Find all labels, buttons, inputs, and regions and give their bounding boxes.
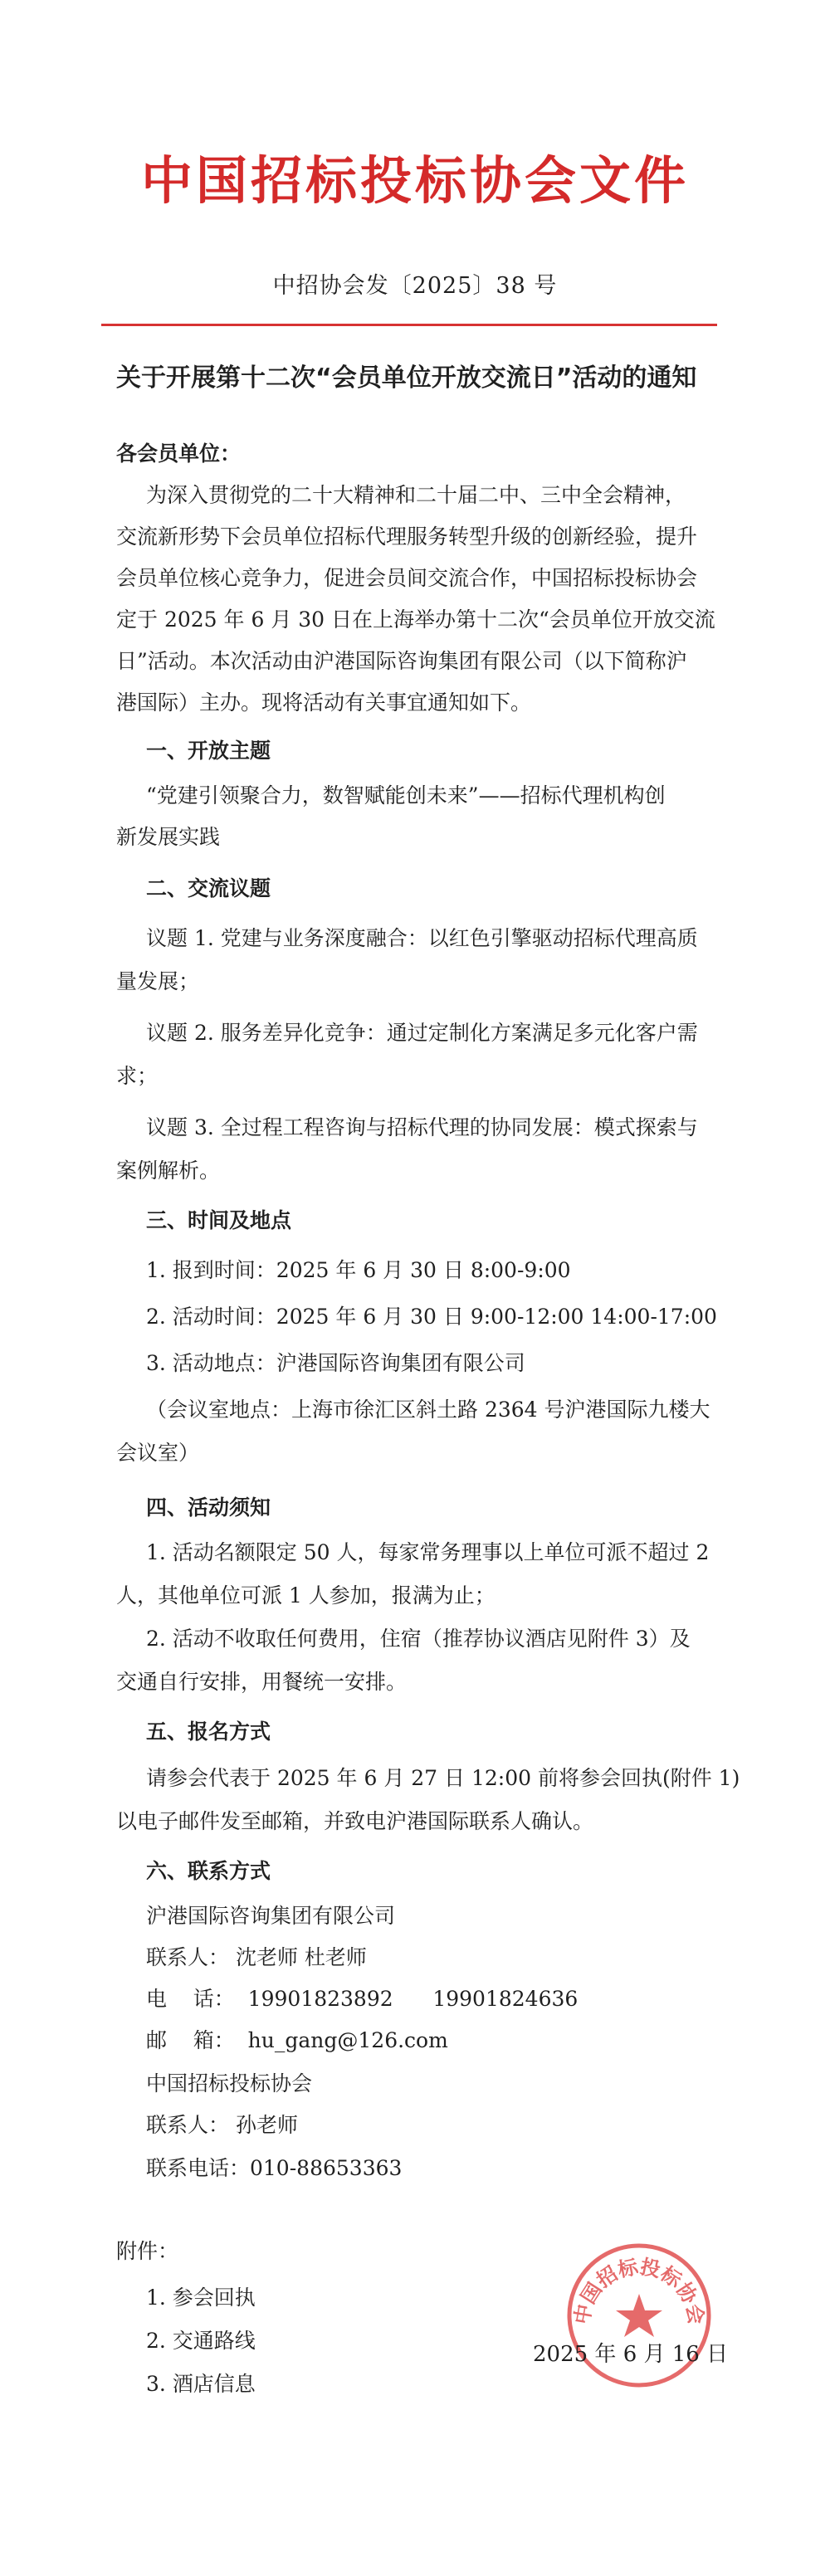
salutation: 各会员单位： [116, 442, 242, 466]
room-line: （会议室地点：上海市徐汇区斜土路 2364 号沪港国际九楼大 [146, 1398, 710, 1422]
registration-line: 以电子邮件发至邮箱，并致电沪港国际联系人确认。 [116, 1809, 594, 1833]
red-divider [101, 324, 717, 326]
section-heading: 五、报名方式 [146, 1720, 271, 1744]
topic-line: 案例解析。 [116, 1159, 221, 1183]
contact-line: 联系电话：010-88653363 [146, 2156, 403, 2180]
intro-line: 会员单位核心竞争力，促进会员间交流合作，中国招标投标协会 [116, 566, 698, 590]
attachment-item: 2. 交通路线 [146, 2329, 256, 2353]
section-heading: 四、活动须知 [146, 1495, 271, 1520]
notice-item: 2. 活动不收取任何费用，住宿（推荐协议酒店见附件 3）及 [146, 1627, 691, 1651]
issue-date: 2025 年 6 月 16 日 [533, 2342, 729, 2367]
attachment-item: 1. 参会回执 [146, 2286, 256, 2310]
org-title: 中国招标投标协会文件 [140, 150, 689, 211]
notice-title: 关于开展第十二次“会员单位开放交流日”活动的通知 [116, 363, 697, 393]
intro-line: 定于 2025 年 6 月 30 日在上海举办第十二次“会员单位开放交流 [116, 607, 715, 632]
contact-line: 中国招标投标协会 [146, 2071, 313, 2095]
topic-line: 议题 2. 服务差异化竞争：通过定制化方案满足多元化客户需 [146, 1021, 698, 1045]
room-line: 会议室） [116, 1441, 200, 1465]
section-heading: 三、时间及地点 [146, 1208, 292, 1232]
notice-item: 1. 活动名额限定 50 人，每家常务理事以上单位可派不超过 2 [146, 1540, 710, 1564]
section-heading: 六、联系方式 [146, 1859, 271, 1883]
topic-line: 求； [116, 1064, 159, 1088]
contact-line: 联系人： 孙老师 [146, 2113, 298, 2137]
intro-line: 交流新形势下会员单位招标代理服务转型升级的创新经验，提升 [116, 524, 698, 549]
section-text: 新发展实践 [116, 825, 221, 849]
contact-line: 邮 箱： hu_gang@126.com [146, 2028, 448, 2052]
section-heading: 一、开放主题 [146, 739, 271, 763]
contact-line: 沪港国际咨询集团有限公司 [146, 1904, 396, 1928]
notice-item: 人，其他单位可派 1 人参加，报满为止； [116, 1583, 496, 1608]
topic-line: 议题 1. 党建与业务深度融合：以红色引擎驱动招标代理高质 [146, 926, 698, 950]
intro-line: 为深入贯彻党的二十大精神和二十届二中、三中全会精神， [146, 483, 686, 507]
attachment-item: 3. 酒店信息 [146, 2372, 256, 2396]
topic-line: 量发展； [116, 969, 200, 993]
schedule-line: 2. 活动时间：2025 年 6 月 30 日 9:00-12:00 14:00-17:00 [146, 1305, 717, 1329]
schedule-line: 3. 活动地点：沪港国际咨询集团有限公司 [146, 1351, 525, 1375]
seal-text: 中国招标投标协会 [570, 2255, 708, 2326]
attachments-label: 附件： [116, 2239, 179, 2263]
contact-line: 联系人： 沈老师 杜老师 [146, 1945, 367, 1969]
section-text: “党建引领聚合力，数智赋能创未来”——招标代理机构创 [146, 783, 666, 807]
section-heading: 二、交流议题 [146, 876, 271, 900]
intro-line: 港国际）主办。现将活动有关事宜通知如下。 [116, 690, 532, 715]
official-seal-icon [564, 2241, 714, 2390]
notice-item: 交通自行安排，用餐统一安排。 [116, 1670, 408, 1694]
intro-line: 日”活动。本次活动由沪港国际咨询集团有限公司（以下简称沪 [116, 649, 687, 673]
registration-line: 请参会代表于 2025 年 6 月 27 日 12:00 前将参会回执(附件 1) [146, 1766, 740, 1790]
schedule-line: 1. 报到时间：2025 年 6 月 30 日 8:00-9:00 [146, 1258, 571, 1282]
topic-line: 议题 3. 全过程工程咨询与招标代理的协同发展：模式探索与 [146, 1115, 698, 1139]
contact-line: 电 话： 19901823892 19901824636 [146, 1987, 579, 2011]
doc-number: 中招协会发〔2025〕38 号 [272, 273, 558, 299]
